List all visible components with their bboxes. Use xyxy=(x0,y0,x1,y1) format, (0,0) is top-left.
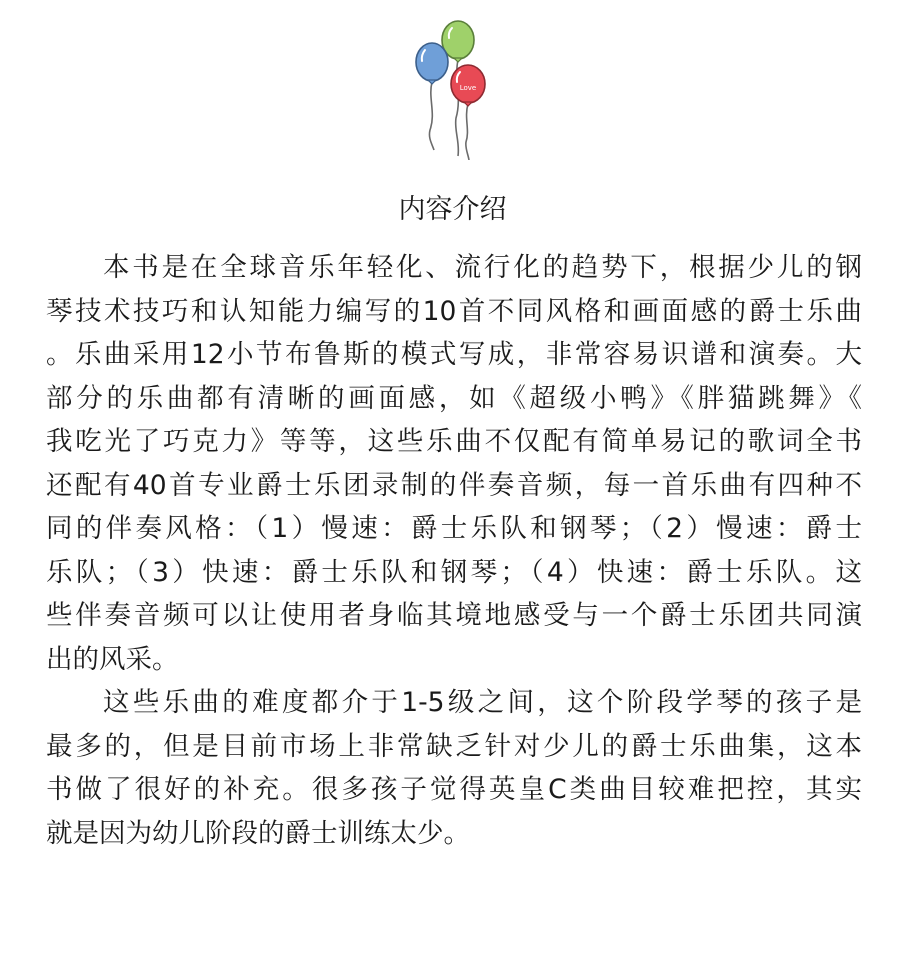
intro-body xyxy=(46,246,862,855)
paragraph-1-line-10: 出的风采。 xyxy=(46,643,179,675)
balloon-label: Love xyxy=(459,84,477,92)
paragraph-1-line-7: 同的伴奏风格：（1）慢速：爵士乐队和钢琴；（2）慢速：爵士 xyxy=(46,513,862,544)
balloons-illustration xyxy=(408,18,498,160)
paragraph-1-line-2: 琴技术技巧和认知能力编写的10首不同风格和画面感的爵士乐曲 xyxy=(46,295,862,327)
balloon-string xyxy=(429,82,434,150)
blue-balloon xyxy=(416,43,448,81)
paragraph-1-line-1: 本书是在全球音乐年轻化、流行化的趋势下，根据少儿的钢 xyxy=(103,252,862,283)
paragraph-1-line-9: 些伴奏音频可以让使用者身临其境地感受与一个爵士乐团共同演 xyxy=(46,600,862,631)
page-title: 内容介绍 xyxy=(398,194,507,225)
paragraph-2-line-2: 最多的，但是目前市场上非常缺乏针对少儿的爵士乐曲集，这本 xyxy=(46,730,862,762)
paragraph-2-line-4: 就是因为幼儿阶段的爵士训练太少。 xyxy=(46,817,470,849)
paragraph-1-line-3: 。乐曲采用12小节布鲁斯的模式写成，非常容易识谱和演奏。大 xyxy=(46,339,862,370)
paragraph-2-line-3: 书做了很好的补充。很多孩子觉得英皇C类曲目较难把控，其实 xyxy=(46,774,862,805)
paragraph-1-line-5: 我吃光了巧克力》等等，这些乐曲不仅配有简单易记的歌词全书 xyxy=(46,426,862,457)
paragraph-1-line-6: 还配有40首专业爵士乐团录制的伴奏音频，每一首乐曲有四种不 xyxy=(46,469,862,501)
paragraph-2-line-1: 这些乐曲的难度都介于1-5级之间，这个阶段学琴的孩子是 xyxy=(103,687,862,718)
balloon-string xyxy=(466,104,469,160)
paragraph-1-line-8: 乐队；（3）快速：爵士乐队和钢琴；（4）快速：爵士乐队。这 xyxy=(46,556,862,588)
paragraph-1-line-4: 部分的乐曲都有清晰的画面感，如《超级小鸭》《胖猫跳舞》《 xyxy=(46,382,862,414)
